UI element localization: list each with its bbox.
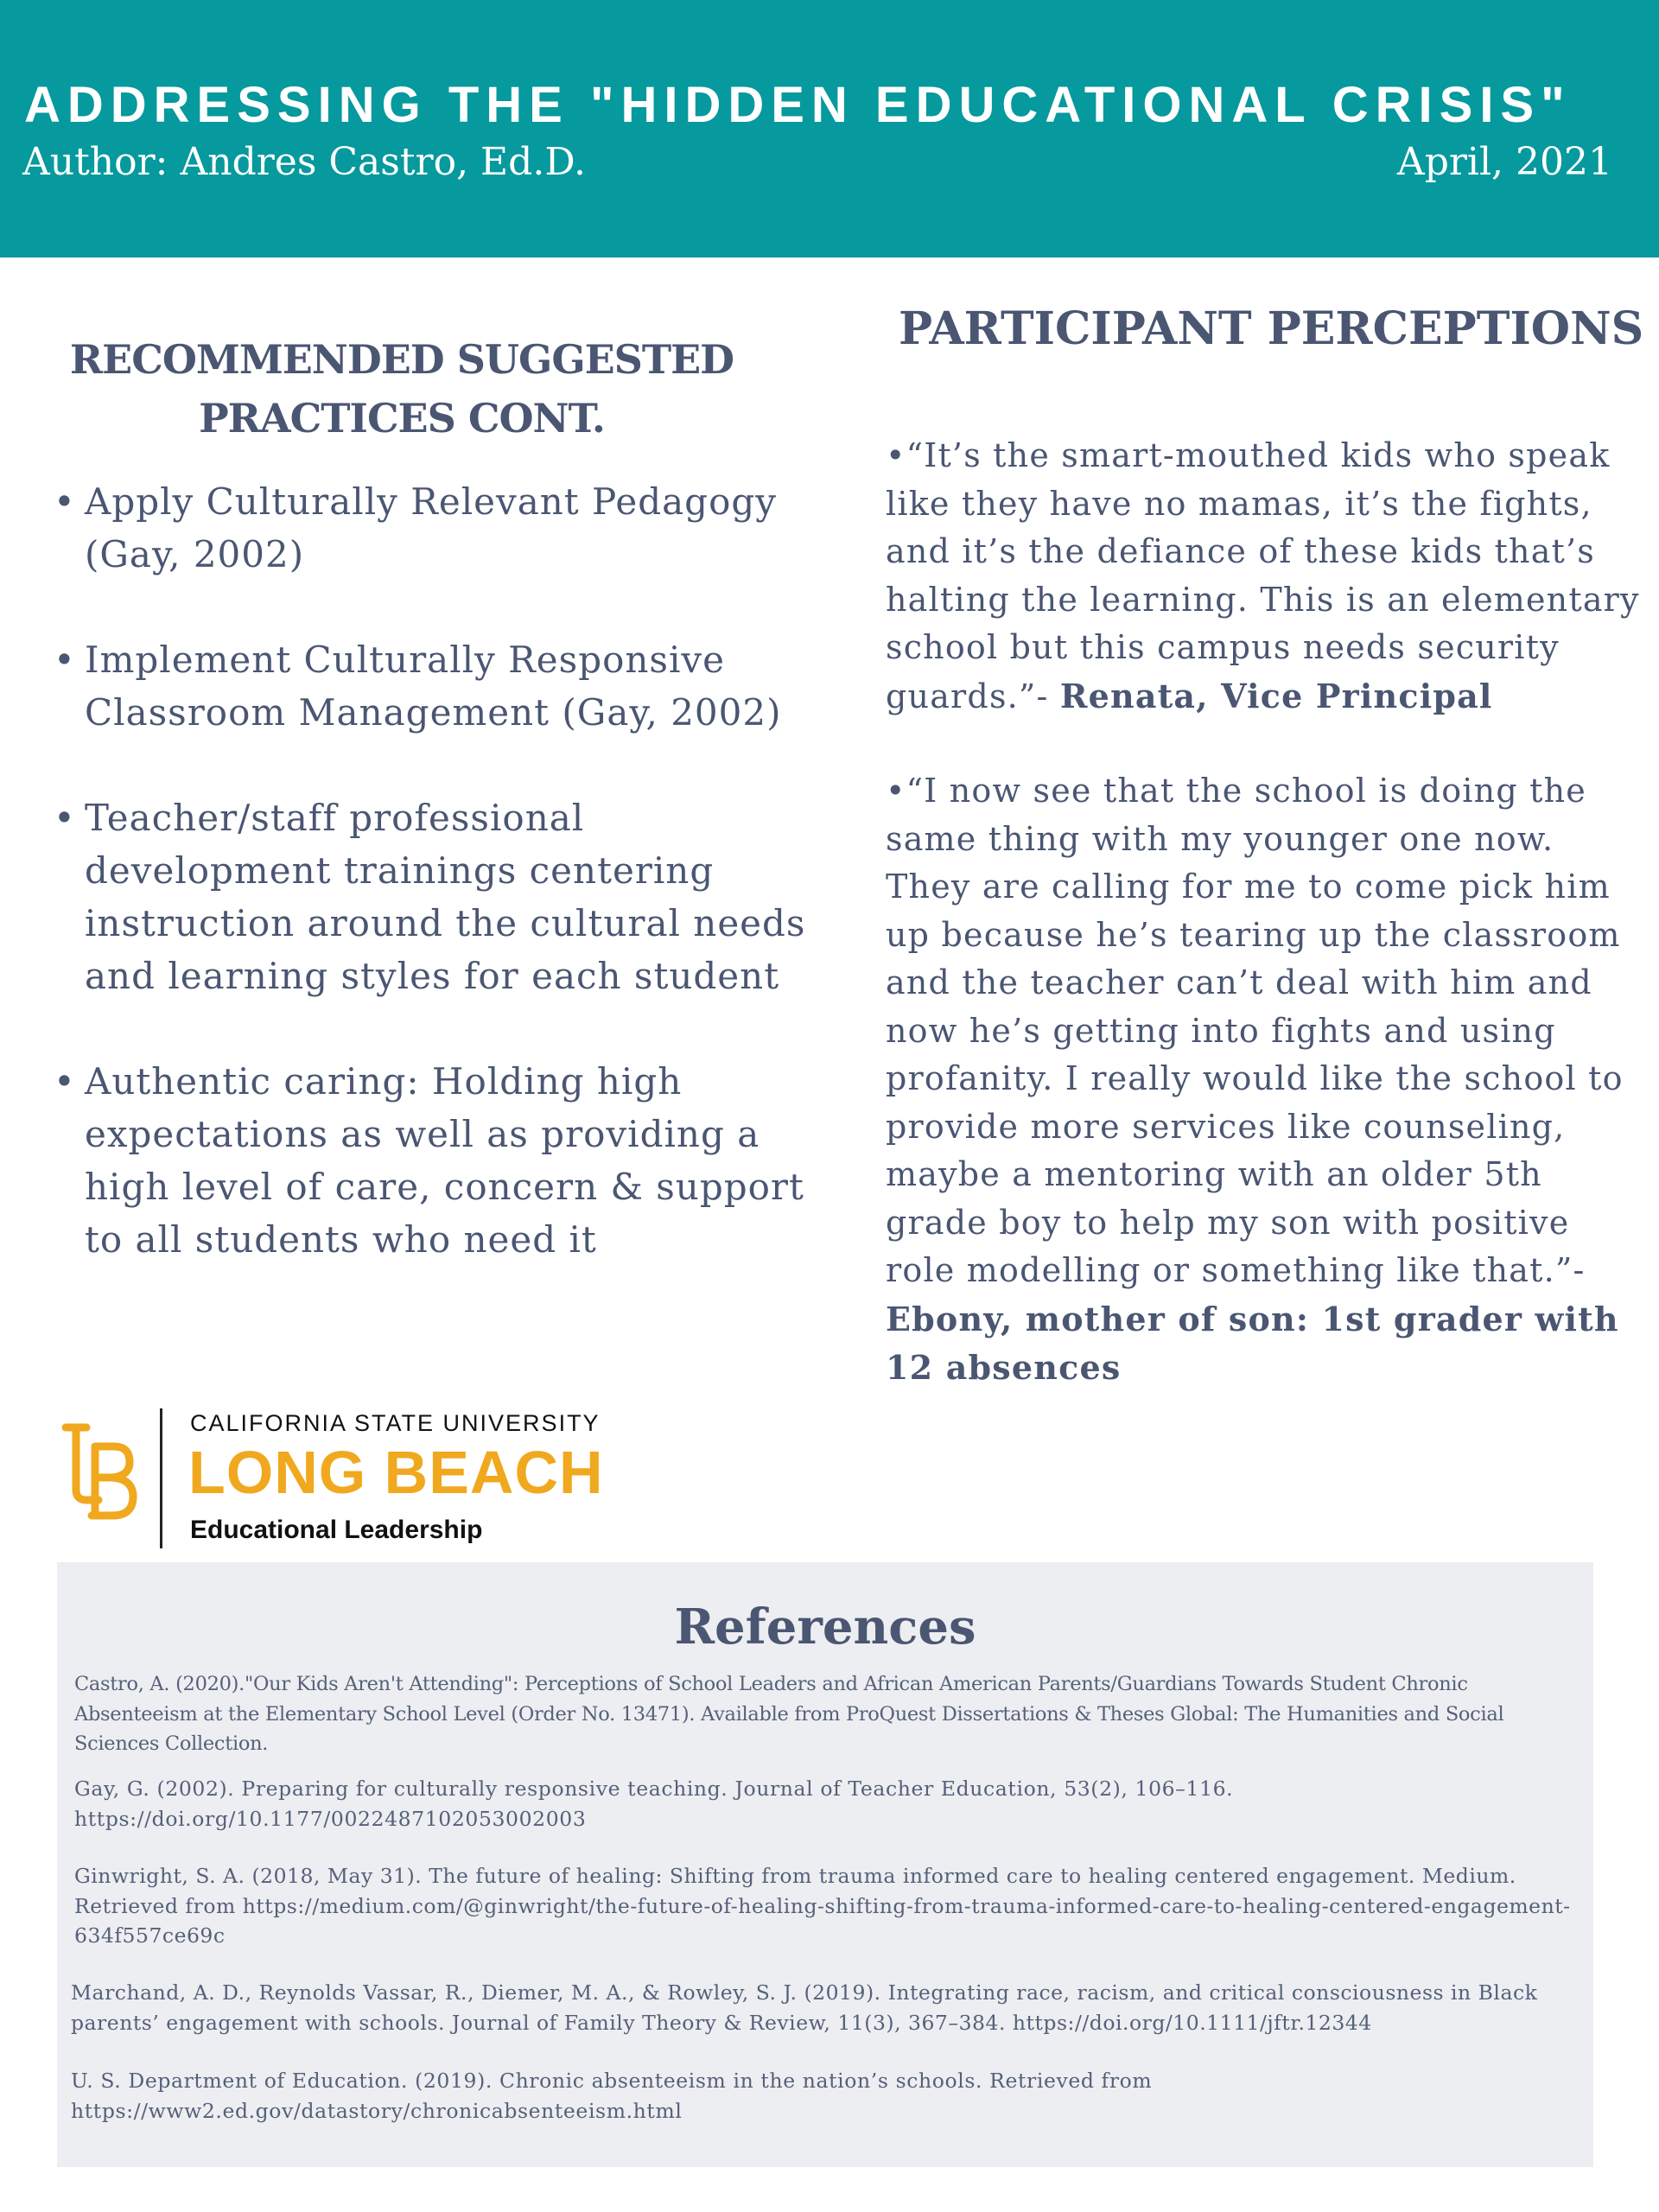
author-line: Author: Andres Castro, Ed.D. (22, 140, 587, 184)
quote-text: •“It’s the smart-mouthed kids who speak like they have no mamas, it’s the fights, and it’s the defiance of these kids that’s halting the learning. This is an elementary school but this campus needs security guards.”- (886, 436, 1640, 715)
practices-heading-line2: PRACTICES CONT. (199, 395, 605, 442)
bullet-icon: • (54, 797, 76, 839)
references-title: References (674, 1599, 976, 1656)
page-title: ADDRESSING THE "HIDDEN EDUCATIONAL CRISIS" (24, 77, 1572, 133)
participant-quote (886, 767, 1646, 1393)
department-name: Educational Leadership (190, 1516, 483, 1544)
reference-item: U. S. Department of Education. (2019). Chronic absenteeism in the nation’s schools. Retrieved from https://www2.ed.gov/datastory/chronicabsenteeism.html (71, 2069, 1153, 2123)
reference-item: Gay, G. (2002). Preparing for culturally responsive teaching. Journal of Teacher Education, 53(2), 106–116. https://doi.org/10.1177/0022487102053002003 (74, 1777, 1234, 1831)
practice-item (52, 791, 830, 1002)
bullet-icon: • (54, 480, 76, 523)
campus-name: LONG BEACH (188, 1439, 604, 1506)
header-banner (0, 0, 1659, 257)
practice-text: Implement Culturally Responsive Classroom Management (Gay, 2002) (85, 639, 782, 734)
logo-divider (160, 1408, 162, 1548)
practice-item (52, 633, 830, 739)
bullet-icon: • (54, 639, 76, 681)
practices-list (52, 475, 830, 1319)
practice-text: Authentic caring: Holding high expectations as well as providing a high level of care, concern & support to all students who need it (85, 1060, 804, 1261)
practices-heading-line1: RECOMMENDED SUGGESTED (69, 336, 734, 383)
reference-item: Castro, A. (2020)."Our Kids Aren't Attending": Perceptions of School Leaders and African American Parents/Guardians Towards Student Chronic Absenteeism at the Elementary School Level (Order No. 13471). Available from ProQuest Dissertations & Theses Global: The Humanities and Social Sciences Collection. (74, 1673, 1504, 1755)
practice-item (52, 1055, 830, 1266)
reference-item: Marchand, A. D., Reynolds Vassar, R., Diemer, M. A., & Rowley, S. J. (2019). Integrating race, racism, and critical consciousness in Black parents’ engagement with schools. Journal of Family Theory & Review, 11(3), 367–384. https://doi.org/10.1111/jftr.12344 (71, 1980, 1538, 2035)
participant-quote (886, 432, 1646, 721)
lb-monogram-icon (60, 1421, 138, 1524)
practices-heading (52, 330, 752, 448)
csulb-logo (60, 1408, 665, 1555)
university-name: CALIFORNIA STATE UNIVERSITY (190, 1410, 601, 1436)
references-panel (57, 1562, 1593, 2167)
bullet-icon: • (54, 1060, 76, 1103)
quote-text: •“I now see that the school is doing the same thing with my younger one now. They are calling for me to come pick him up because he’s tearing up the classroom and the teacher can’t deal with him and now he’s getting into fights and using profanity. I really would like the school to provide more services like counseling, maybe a mentoring with an older 5th grade boy to help my son with positive role modelling or something like that.”- (886, 772, 1624, 1289)
quote-speaker: Ebony, mother of son: 1st grader with 12 absences (886, 1299, 1619, 1387)
quote-speaker: Renata, Vice Principal (1059, 676, 1493, 715)
perceptions-heading: PARTICIPANT PERCEPTIONS (899, 302, 1644, 355)
publication-date: April, 2021 (1396, 140, 1612, 184)
practice-item (52, 475, 830, 581)
practice-text: Teacher/staff professional development trainings centering instruction around the cultural needs and learning styles for each student (85, 797, 806, 997)
reference-item: Ginwright, S. A. (2018, May 31). The future of healing: Shifting from trauma informed care to healing centered engagement. Medium. Retrieved from https://medium.com/@ginwright/the-future-of-healing-shifting-from-trauma-informed-care-to-healing-centered-engagement-634f557ce69c (74, 1864, 1571, 1948)
practice-text: Apply Culturally Relevant Pedagogy (Gay, 2002) (85, 480, 777, 575)
